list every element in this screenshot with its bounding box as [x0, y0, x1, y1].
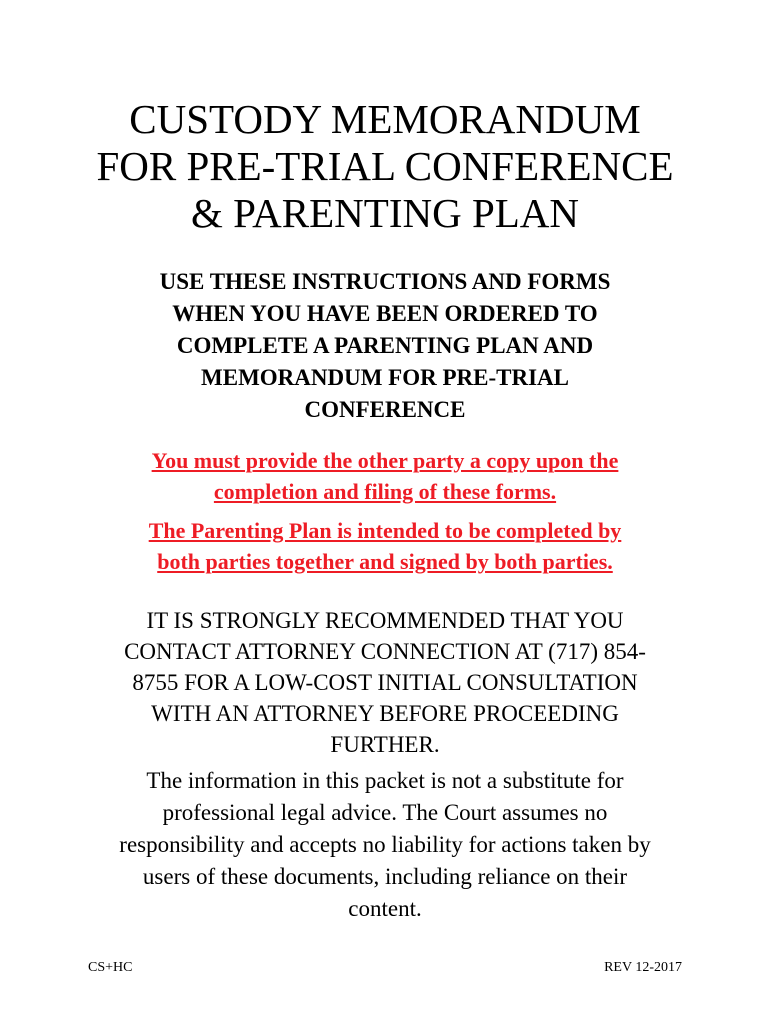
title-line: CUSTODY MEMORANDUM: [129, 96, 641, 142]
attorney-recommendation: [60, 605, 710, 760]
parenting-plan-notice: [70, 515, 700, 577]
recommendation-line: CONTACT ATTORNEY CONNECTION AT (717) 854-: [124, 639, 646, 664]
title-line: & PARENTING PLAN: [190, 190, 580, 236]
recommendation-line: IT IS STRONGLY RECOMMENDED THAT YOU: [146, 608, 624, 633]
recommendation-line: FURTHER.: [330, 732, 440, 757]
disclaimer-line: users of these documents, including reliance on their: [142, 864, 628, 889]
instructions-line: WHEN YOU HAVE BEEN ORDERED TO: [172, 301, 598, 326]
notice-line: completion and filing of these forms.: [213, 479, 557, 504]
disclaimer-line: The information in this packet is not a substitute for: [146, 768, 624, 793]
copy-notice: [70, 445, 700, 507]
instructions-line: CONFERENCE: [304, 397, 466, 422]
footer-revision: REV 12-2017: [604, 960, 682, 975]
legal-disclaimer: [60, 765, 710, 925]
document-title: [60, 96, 710, 237]
recommendation-line: WITH AN ATTORNEY BEFORE PROCEEDING: [151, 701, 619, 726]
instructions-line: USE THESE INSTRUCTIONS AND FORMS: [159, 269, 611, 294]
recommendation-line: 8755 FOR A LOW-COST INITIAL CONSULTATION: [132, 670, 638, 695]
notice-line: both parties together and signed by both parties.: [157, 549, 613, 574]
title-line: FOR PRE-TRIAL CONFERENCE: [96, 143, 674, 189]
instructions-line: COMPLETE A PARENTING PLAN AND: [176, 333, 594, 358]
footer-code: CS+HC: [88, 960, 133, 975]
disclaimer-line: responsibility and accepts no liability for actions taken by: [119, 832, 651, 857]
disclaimer-line: content.: [348, 896, 422, 921]
disclaimer-line: professional legal advice. The Court assumes no: [162, 800, 608, 825]
notice-line: The Parenting Plan is intended to be completed by: [148, 518, 622, 543]
notice-line: You must provide the other party a copy upon the: [151, 448, 619, 473]
instructions-heading: [80, 266, 690, 426]
instructions-line: MEMORANDUM FOR PRE-TRIAL: [201, 365, 569, 390]
